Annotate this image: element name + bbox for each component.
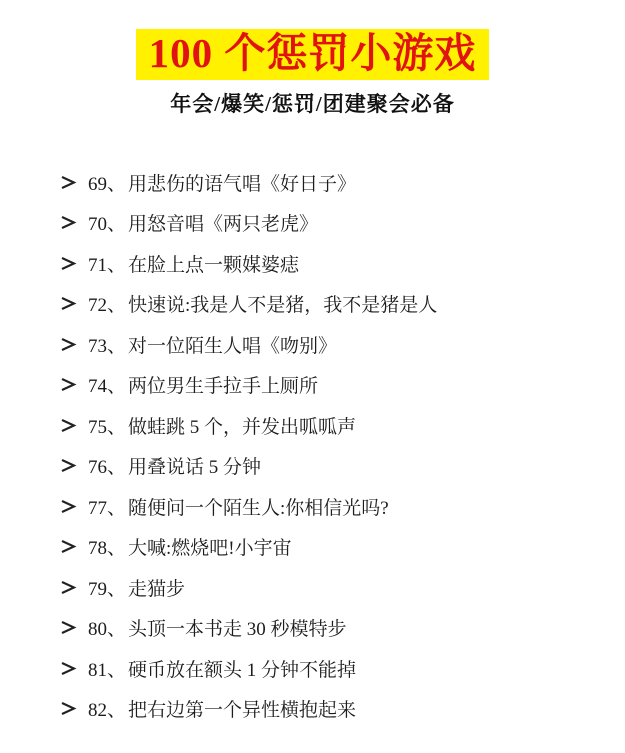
item-text: 头顶一本书走 30 秒模特步 — [128, 619, 347, 641]
arrowhead-bullet-icon — [60, 418, 77, 433]
document-header — [0, 0, 625, 118]
list-item — [60, 689, 625, 730]
page-title: 100 个惩罚小游戏 — [136, 29, 490, 80]
item-text: 两位男生手拉手上厕所 — [128, 376, 319, 398]
item-text: 做蛙跳 5 个，并发出呱呱声 — [128, 416, 357, 438]
list-item — [60, 527, 625, 568]
item-number: 70、 — [88, 214, 127, 236]
punishment-game-list — [0, 162, 625, 729]
item-number: 79、 — [88, 578, 127, 600]
arrowhead-bullet-icon — [60, 499, 77, 514]
item-text: 硬币放在额头 1 分钟不能掉 — [128, 659, 357, 681]
arrowhead-bullet-icon — [60, 539, 77, 554]
arrowhead-bullet-icon — [60, 701, 77, 716]
item-number: 78、 — [88, 538, 127, 560]
arrowhead-bullet-icon — [60, 458, 77, 473]
arrowhead-bullet-icon — [60, 175, 77, 190]
item-text: 大喊:燃烧吧!小宇宙 — [128, 538, 292, 560]
item-number: 71、 — [88, 254, 127, 276]
list-item — [60, 365, 625, 406]
item-text: 对一位陌生人唱《吻别》 — [128, 335, 338, 357]
item-number: 82、 — [88, 700, 127, 722]
item-number: 76、 — [88, 457, 127, 479]
item-number: 69、 — [88, 173, 127, 195]
list-item — [60, 203, 625, 244]
arrowhead-bullet-icon — [60, 580, 77, 595]
list-item — [60, 608, 625, 649]
item-text: 把右边第一个异性横抱起来 — [128, 700, 357, 722]
list-item — [60, 162, 625, 203]
list-item — [60, 243, 625, 284]
arrowhead-bullet-icon — [60, 661, 77, 676]
page-subtitle: 年会/爆笑/惩罚/团建聚会必备 — [170, 92, 455, 117]
item-text: 走猫步 — [128, 578, 186, 600]
item-text: 用怒音唱《两只老虎》 — [128, 214, 319, 236]
arrowhead-bullet-icon — [60, 215, 77, 230]
arrowhead-bullet-icon — [60, 337, 77, 352]
list-item — [60, 446, 625, 487]
item-text: 用叠说话 5 分钟 — [128, 457, 262, 479]
list-item — [60, 486, 625, 527]
arrowhead-bullet-icon — [60, 256, 77, 271]
item-text: 在脸上点一颗媒婆痣 — [128, 254, 300, 276]
item-text: 用悲伤的语气唱《好日子》 — [128, 173, 357, 195]
arrowhead-bullet-icon — [60, 377, 77, 392]
item-number: 74、 — [88, 376, 127, 398]
list-item — [60, 405, 625, 446]
item-number: 73、 — [88, 335, 127, 357]
item-number: 80、 — [88, 619, 127, 641]
list-item — [60, 284, 625, 325]
item-number: 75、 — [88, 416, 127, 438]
list-item — [60, 567, 625, 608]
arrowhead-bullet-icon — [60, 296, 77, 311]
item-number: 72、 — [88, 295, 127, 317]
item-text: 快速说:我是人不是猪，我不是猪是人 — [128, 295, 438, 317]
arrowhead-bullet-icon — [60, 620, 77, 635]
item-number: 77、 — [88, 497, 127, 519]
list-item — [60, 648, 625, 689]
item-text: 随便问一个陌生人:你相信光吗? — [128, 497, 389, 519]
list-item — [60, 324, 625, 365]
item-number: 81、 — [88, 659, 127, 681]
